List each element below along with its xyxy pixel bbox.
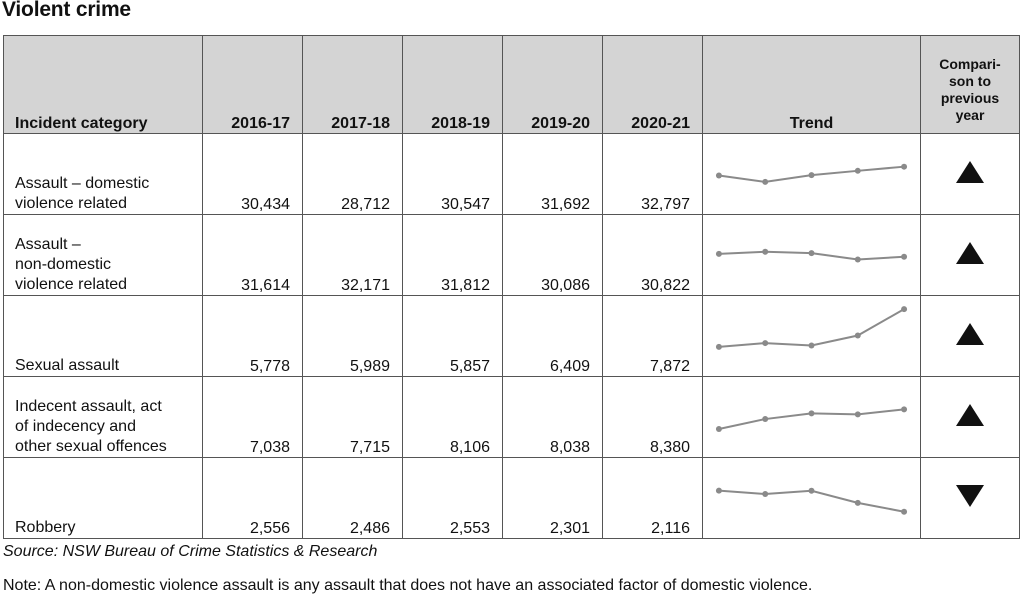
- value-cell: 30,434: [203, 134, 303, 215]
- trend-point: [855, 168, 861, 174]
- trend-point: [901, 164, 907, 170]
- header-comparison-line: year: [955, 107, 985, 123]
- source-text: Source: NSW Bureau of Crime Statistics & Research: [3, 543, 378, 560]
- header-row: [4, 36, 1020, 134]
- trend-point: [901, 509, 907, 515]
- value-cell: 30,547: [403, 134, 503, 215]
- value-cell: 2,116: [603, 458, 703, 539]
- category-cell: [4, 215, 203, 296]
- header-year: 2020-21: [603, 36, 703, 134]
- trend-point: [762, 340, 768, 346]
- trend-cell: [703, 296, 921, 377]
- value-cell: 5,778: [203, 296, 303, 377]
- page-title: Violent crime: [2, 0, 131, 21]
- comparison-cell: [921, 134, 1020, 215]
- trend-point: [762, 491, 768, 497]
- value-cell: 31,812: [403, 215, 503, 296]
- category-cell: [4, 458, 203, 539]
- trend-cell: [703, 377, 921, 458]
- trend-line: [719, 491, 904, 512]
- value-cell: 8,380: [603, 377, 703, 458]
- comparison-arrow-icon: [956, 485, 984, 507]
- value-cell: 32,797: [603, 134, 703, 215]
- category-cell: [4, 377, 203, 458]
- value-cell: 2,301: [503, 458, 603, 539]
- comparison-arrow-icon: [956, 404, 984, 426]
- header-year: 2018-19: [403, 36, 503, 134]
- trend-sparkline: [703, 134, 920, 214]
- trend-point: [901, 306, 907, 312]
- value-cell: 32,171: [303, 215, 403, 296]
- table-row: [4, 215, 1020, 296]
- category-cell: [4, 134, 203, 215]
- category-label-line: Indecent assault, act: [15, 398, 162, 415]
- trend-point: [762, 249, 768, 255]
- comparison-arrow-icon: [956, 323, 984, 345]
- trend-point: [716, 426, 722, 432]
- comparison-arrow-icon: [956, 161, 984, 183]
- category-cell: [4, 296, 203, 377]
- trend-line: [719, 309, 904, 347]
- value-cell: 7,872: [603, 296, 703, 377]
- category-label-line: of indecency and: [15, 418, 136, 435]
- value-cell: 30,086: [503, 215, 603, 296]
- header-category: Incident category: [4, 36, 203, 134]
- comparison-cell: [921, 377, 1020, 458]
- trend-point: [855, 500, 861, 506]
- value-cell: 2,556: [203, 458, 303, 539]
- triangle-down-icon: [956, 485, 984, 507]
- category-label-line: violence related: [15, 276, 128, 293]
- note-text: Note: A non-domestic violence assault is any assault that does not have an associated factor of domestic violence.: [3, 577, 813, 594]
- value-cell: 31,692: [503, 134, 603, 215]
- category-label-line: non-domestic: [15, 256, 112, 273]
- trend-point: [809, 172, 815, 178]
- trend-point: [762, 416, 768, 422]
- violent-crime-table: [3, 35, 1020, 539]
- trend-point: [809, 342, 815, 348]
- comparison-arrow-icon: [956, 242, 984, 264]
- trend-cell: [703, 134, 921, 215]
- trend-point: [716, 488, 722, 494]
- trend-sparkline: [703, 377, 920, 457]
- category-label-line: Assault – domestic: [15, 175, 150, 192]
- value-cell: 30,822: [603, 215, 703, 296]
- header-year: 2017-18: [303, 36, 403, 134]
- category-label-line: Sexual assault: [15, 357, 120, 374]
- header-comparison: [921, 36, 1020, 134]
- trend-point: [716, 251, 722, 257]
- value-cell: 31,614: [203, 215, 303, 296]
- trend-cell: [703, 215, 921, 296]
- trend-cell: [703, 458, 921, 539]
- trend-sparkline: [703, 458, 920, 538]
- trend-point: [855, 256, 861, 262]
- trend-point: [762, 179, 768, 185]
- value-cell: 8,038: [503, 377, 603, 458]
- trend-point: [855, 411, 861, 417]
- trend-sparkline: [703, 215, 920, 295]
- header-comparison-line: Compari-: [939, 56, 1001, 72]
- value-cell: 7,715: [303, 377, 403, 458]
- trend-point: [716, 344, 722, 350]
- value-cell: 5,989: [303, 296, 403, 377]
- category-label-line: other sexual offences: [15, 438, 167, 455]
- category-label-line: Robbery: [15, 519, 76, 536]
- triangle-up-icon: [956, 404, 984, 426]
- comparison-cell: [921, 215, 1020, 296]
- comparison-cell: [921, 458, 1020, 539]
- value-cell: 2,486: [303, 458, 403, 539]
- table-row: [4, 377, 1020, 458]
- value-cell: 8,106: [403, 377, 503, 458]
- value-cell: 5,857: [403, 296, 503, 377]
- table-row: [4, 134, 1020, 215]
- trend-point: [716, 173, 722, 179]
- trend-point: [809, 250, 815, 256]
- category-label-line: violence related: [15, 195, 128, 212]
- triangle-up-icon: [956, 161, 984, 183]
- value-cell: 28,712: [303, 134, 403, 215]
- trend-point: [901, 254, 907, 260]
- trend-point: [809, 410, 815, 416]
- table-row: [4, 458, 1020, 539]
- value-cell: 6,409: [503, 296, 603, 377]
- trend-point: [901, 406, 907, 412]
- header-comparison-line: previous: [940, 90, 1000, 106]
- value-cell: 2,553: [403, 458, 503, 539]
- triangle-up-icon: [956, 323, 984, 345]
- category-label-line: Assault –: [15, 236, 81, 253]
- value-cell: 7,038: [203, 377, 303, 458]
- header-trend: Trend: [703, 36, 921, 134]
- header-year: 2019-20: [503, 36, 603, 134]
- trend-point: [809, 488, 815, 494]
- header-year: 2016-17: [203, 36, 303, 134]
- table-row: [4, 296, 1020, 377]
- trend-point: [855, 332, 861, 338]
- comparison-cell: [921, 296, 1020, 377]
- trend-sparkline: [703, 296, 920, 376]
- header-comparison-line: son to: [949, 73, 991, 89]
- triangle-up-icon: [956, 242, 984, 264]
